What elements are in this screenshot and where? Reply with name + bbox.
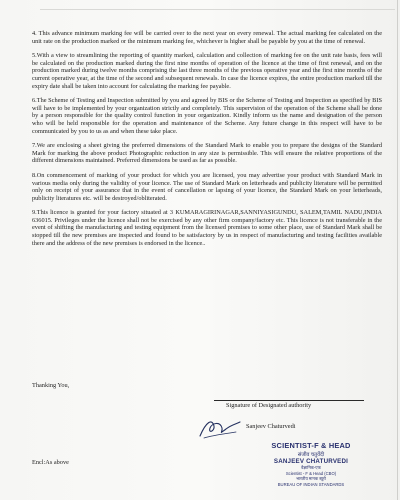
stamp-title: Scientist - F & Head (CBO)	[285, 471, 337, 476]
stamp-name: SANJEEV CHATURVEDI	[273, 458, 349, 465]
paragraph-5: 5.With a view to streamlining the reporting of quantity marked, calculation and collection of marking fee on the unit rate basis, fees will be calculated on the production marked during the first nine months of operation of the licence at the time of first renewal, and on the production marked during twelve months comprising the last three months of the previous operative year and the first nine months of the current operative year, at the time of the second and subsequent renewals. In case the licence expires, the entire production marked till the expiry date shall be taken into account for calculating the marking fee payable.	[32, 52, 382, 90]
page-right-edge	[397, 0, 398, 500]
official-stamp	[251, 441, 371, 487]
paragraph-8: 8.On commencement of marking of your product for which you are licensed, you may advertise your product with Standard Mark in various media only during the validity of your licence. The use of Standard Mark on letterheads and publicity literature will be permitted only on receipt of your assurance that in the event of cancellation or lapsing of your licence, the Standard Mark on your letterheads, publicity literatures etc. will be destroyed/obliterated.	[32, 171, 382, 202]
stamp-hindi-org: भारतीय मानक ब्यूरो	[296, 476, 326, 481]
paragraph-9: 9.This licence is granted for your factory situated at 3 KUMARAGIRINAGAR,SANNIYASIGUNDU, SALEM,TAMIL NADU,INDIA 636015. Privileges under the licence shall not be exercised by any other firm company/factory etc. This licence is not transferable in the event of shifting the manufacturing and testing equipment from the licensed premises to some other place, use of Standard Mark shall be stopped till the new premises are inspected and found to be satisfactory by us in respect of manufacturing and testing facilities available there and the address of the new premises is endorsed in the licence..	[32, 209, 382, 247]
stamp-hindi-name: संजीव चतुर्वेदी	[297, 452, 325, 458]
signature-caption: Signature of Designated authority	[226, 402, 312, 409]
paragraph-6: 6.The Scheme of Testing and Inspection submitted by you and agreed by BIS or the Scheme of Testing and Inspection as specified by BIS will have to be implemented by your organization strictly and completely. This supervision of the operation of the Scheme shall be done by a person responsible for the quality control function in your organization. Kindly inform us the name and designation of the person who will be held responsible for the operation and maintenance of the Scheme. Any future change in this respect will have to be communicated by you to us as and when these take place.	[32, 97, 382, 135]
stamp-designation: SCIENTIST-F & HEAD	[271, 441, 351, 450]
signature-line	[214, 400, 364, 401]
stamp-hindi-title: वैज्ञानिक-एफ	[301, 465, 321, 470]
signatory-name: Sanjeev Chaturvedi	[246, 423, 296, 430]
stamp-org: BUREAU OF INDIAN STANDARDS	[277, 482, 345, 487]
enclosure-note: Encl:As above	[32, 459, 69, 466]
paragraph-7: 7.We are enclosing a sheet giving the preferred dimensions of the Standard Mark to enable you to prepare the designs of the Standard Mark for marking the above product Photographic reduction in any size is permissible. This will ensure the relative proportions of the different dimensions maintained. Preferred dimensions be used as far as possible.	[32, 142, 382, 165]
closing-text: Thanking You,	[32, 382, 70, 389]
letter-body	[32, 30, 382, 254]
paragraph-4: 4. This advance minimum marking fee will be carried over to the next year on every renewal. The actual marking fee calculated on the unit rate on the production marked or the minimum marking fee, whichever is higher shall be payable by you at the time of renewal.	[32, 30, 382, 45]
page-top-edge	[40, 9, 395, 10]
handwritten-signature	[196, 416, 242, 440]
